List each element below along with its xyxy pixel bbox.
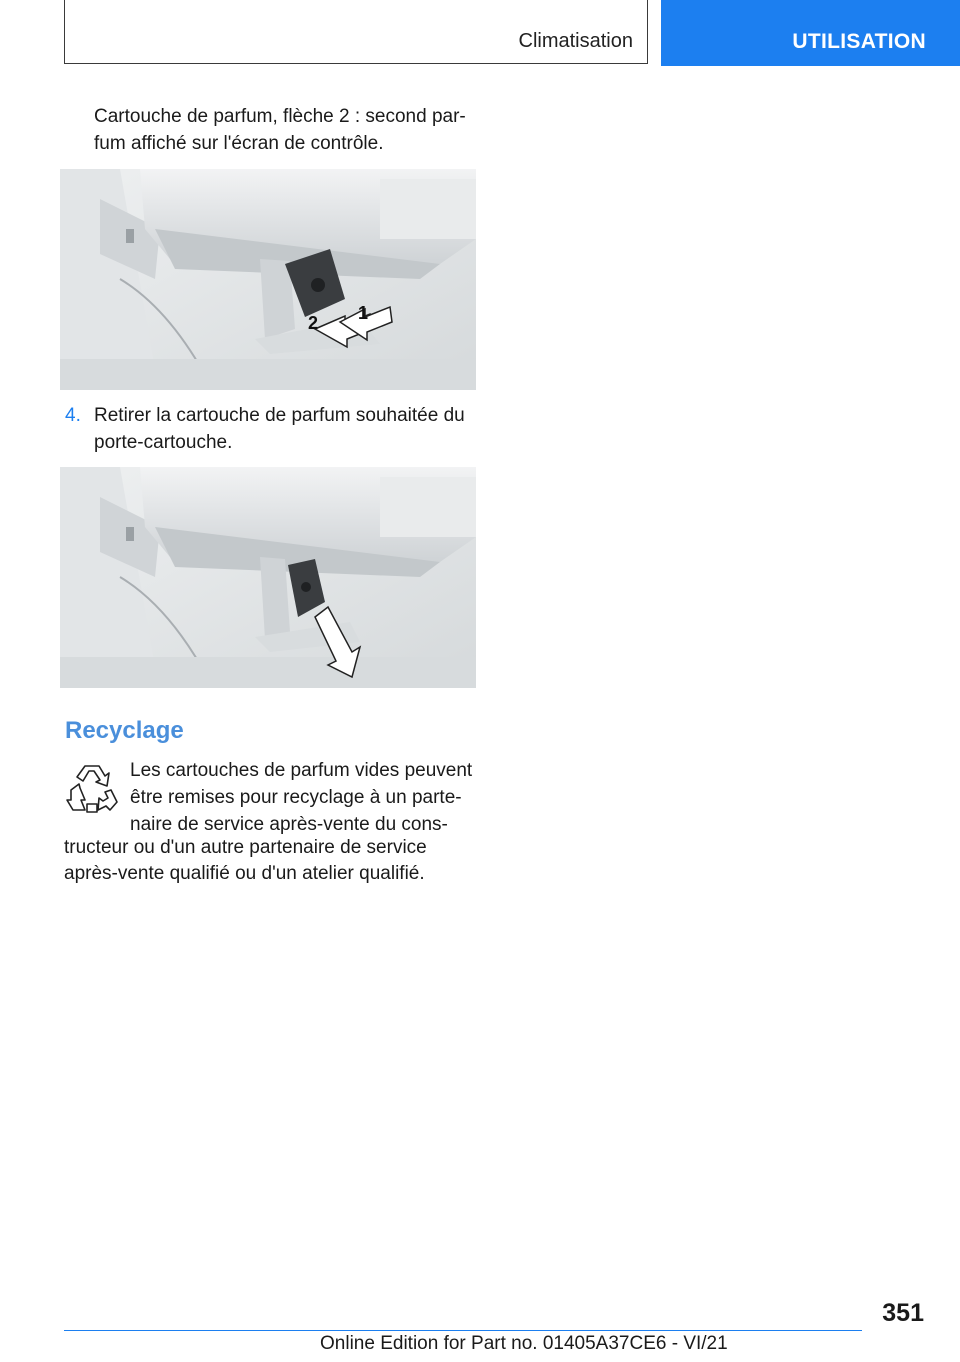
header-section-title: Climatisation (518, 30, 633, 52)
footer-edition: Online Edition for Part no. 01405A37CE6 - VI/21 (320, 1333, 728, 1354)
figure-cartridge-holder-arrows (60, 169, 476, 390)
step-number-4: 4. (65, 405, 81, 426)
page-number: 351 (882, 1299, 924, 1327)
recycling-text-line-5: après-vente qualifié ou d'un atelier qualifié. (64, 863, 425, 884)
figure-cartridge-removal (60, 467, 476, 688)
header-chapter-tab (661, 0, 960, 66)
recycle-icon (65, 762, 119, 814)
recycling-text-line-2: être remises pour recyclage à un parte- (130, 787, 462, 808)
recycling-heading: Recyclage (65, 717, 184, 744)
callout-1: 1 (358, 303, 369, 323)
recycling-text-line-4: tructeur ou d'un autre partenaire de service (64, 837, 427, 858)
callout-2: 2 (308, 313, 319, 333)
header-chapter-label: UTILISATION (792, 30, 926, 53)
recycling-text-line-3: naire de service après-vente du cons- (130, 814, 448, 835)
paragraph-cartridge-second: Cartouche de parfum, flèche 2 : second par-fum affiché sur l'écran de contrôle. (94, 106, 466, 154)
recycling-text-line-1: Les cartouches de parfum vides peuvent (130, 760, 473, 781)
step-4-text: Retirer la cartouche de parfum souhaitée du porte-cartouche. (94, 405, 465, 453)
header-section-box (64, 0, 648, 64)
footer-divider (64, 1330, 862, 1331)
